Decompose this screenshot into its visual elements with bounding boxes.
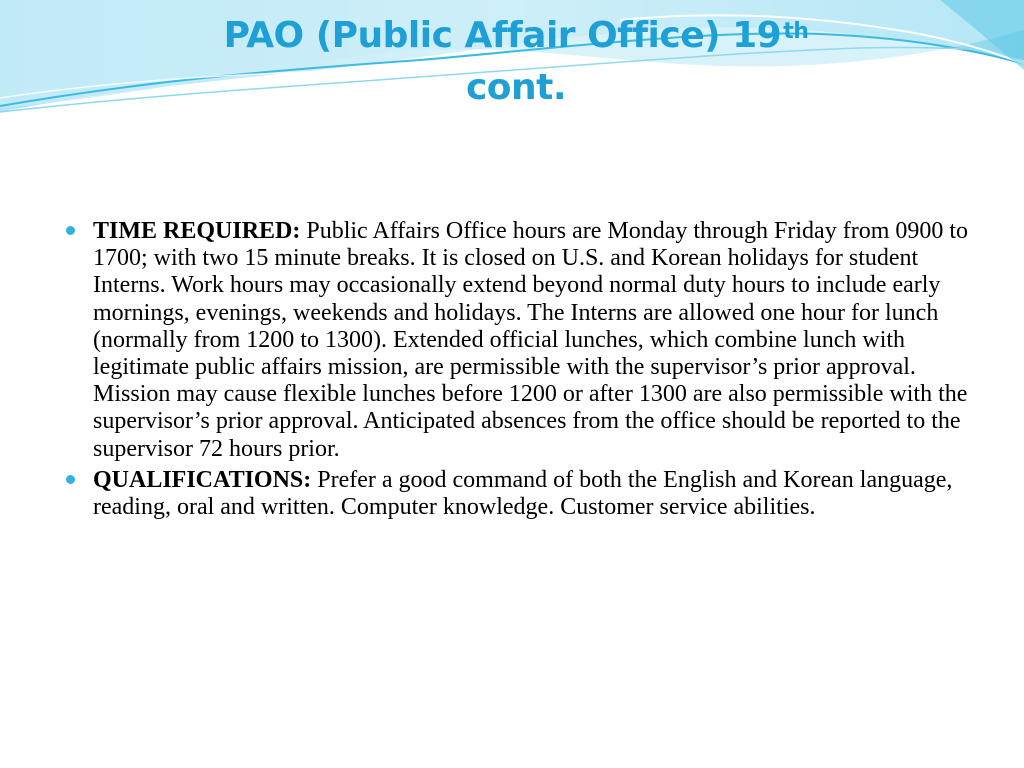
bullet-lead: QUALIFICATIONS: xyxy=(93,466,318,493)
bullet-qualifications xyxy=(62,467,972,521)
bullet-time-required xyxy=(62,218,972,463)
bullet-dot-icon xyxy=(66,475,75,484)
slide-title xyxy=(60,10,972,114)
title-line-2: cont. xyxy=(465,67,567,108)
title-line-1 xyxy=(60,10,972,62)
bullet-text: Public Affairs Office hours are Monday through Friday from 0900 to 1700; with two 15 minute breaks. It is closed on U.S. and Korean holidays for student Interns. Work hours may occasionally extend beyond normal duty hours to include early mornings, evenings, weekends and holidays. The Interns are allowed one hour for lunch (normally from 1200 to 1300). Extended official lunches, which combine lunch with legitimate public affairs mission, are permissible with the supervisor’s prior approval. Mission may cause flexible lunches before 1200 or after 1300 are also permissible with the supervisor’s prior approval. Anticipated absences from the office should be reported to the supervisor 72 hours prior. xyxy=(93,218,969,462)
slide-body xyxy=(62,218,972,525)
bullet-text: Prefer a good command of both the English and Korean language, reading, oral and written. Computer knowledge. Customer service abilities. xyxy=(93,466,953,521)
bullet-dot-icon xyxy=(66,226,75,235)
title-superscript: th xyxy=(783,19,809,44)
bullet-lead: TIME REQUIRED: xyxy=(93,218,307,244)
title-main-text: PAO (Public Affair Office) 19 xyxy=(223,15,782,56)
